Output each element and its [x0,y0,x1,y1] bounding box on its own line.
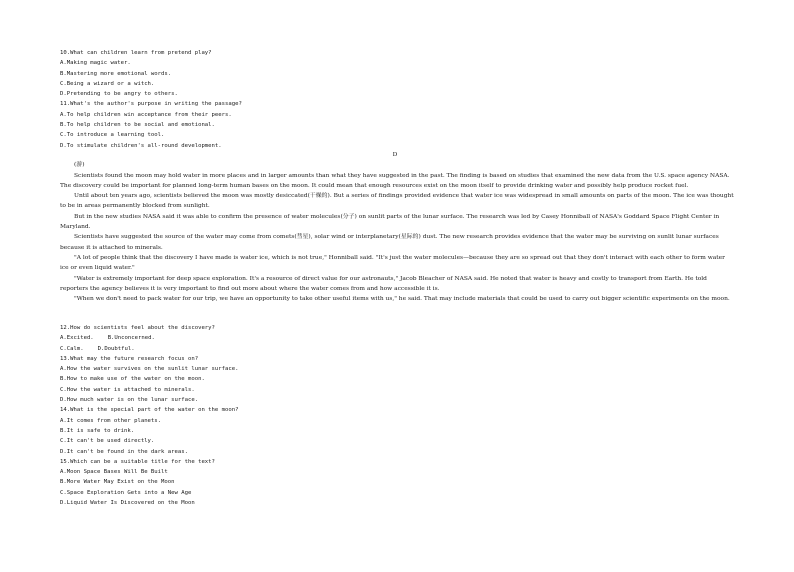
option: C.Calm. [60,345,84,352]
option: D.Pretending to be angry to others. [60,91,178,98]
question-10: 10.What can children learn from pretend play? [60,50,212,56]
section-note: (游) [74,162,85,169]
question-11: 11.What's the author's purpose in writing the passage? [60,101,242,108]
option: A.How the water survives on the sunlit lunar surface. [60,366,239,373]
question-14: 14.What is the special part of the water on the moon? [60,407,239,414]
option: B.How to make use of the water on the moon. [60,376,205,383]
passage-paragraph: "A lot of people think that the discovery I have made is water ice, which is not true," Honniball said. "It's just the water molecules—because they are so spread out that they don't interact with each other to form water ice or even liquid water." [60,254,725,272]
option: C.To introduce a learning tool. [60,132,165,139]
option: D.It can't be found in the dark areas. [60,448,188,455]
option: A.Excited. [60,335,94,342]
passage-paragraph: Scientists found the moon may hold water in more places and in larger amounts than what they have suggested in the past. The finding is based on studies that examined the new data from the U.S. space agency NASA. The discovery could be important for planned long-term human bases on the moon. It could mean that enough resources exist on the moon itself to provide drinking water and possibly help produce rocket fuel. [60,172,730,189]
option-row [60,333,750,343]
option: B.It is safe to drink. [60,427,135,434]
question-13: 13.What may the future research focus on? [60,355,199,362]
option: D.Liquid Water Is Discovered on the Moon [60,500,195,507]
passage-d [60,150,750,304]
question-12: 12.How do scientists feel about the discovery? [60,325,215,331]
option: C.Space Exploration Gets into a New Age [60,489,192,496]
option: C.Being a wizard or a witch. [60,80,155,87]
passage-paragraph: Until about ten years ago, scientists believed the moon was mostly desiccated(干燥的). But a series of findings provided evidence that water ice was widespread in small amounts on parts of the moon. The ice was thought to be in areas permanently blocked from sunlight. [60,193,734,210]
option: B.More Water May Exist on the Moon [60,479,175,486]
option: D.Doubtful. [97,345,135,352]
option: D.To stimulate children's all-round development. [60,142,222,149]
passage-paragraph: Scientists have suggested the source of the water may come from comets(彗星), solar wind or interplanetary(星际的) dust. The new research provides evidence that the water may be surviving on sunlit lunar surfaces because it is attached to minerals. [60,234,719,251]
option: A.Making magic water. [60,60,131,67]
option: A.It comes from other planets. [60,417,162,424]
questions-10-11 [60,48,750,151]
option: B.Mastering more emotional words. [60,70,172,77]
option: B.Unconcerned. [107,335,155,342]
option-row [60,344,750,354]
option: C.How the water is attached to minerals. [60,386,195,393]
option: A.To help children win acceptance from their peers. [60,111,232,118]
section-letter: D [392,152,398,158]
option: A.Moon Space Bases Will Be Built [60,469,168,476]
passage-paragraph: But in the new studies NASA said it was able to confirm the presence of water molecules(分子) on sunlit parts of the lunar surface. The research was led by Casey Honniball of NASA's Goddard Space Flight Center in Maryland. [60,213,720,231]
option: C.It can't be used directly. [60,438,155,445]
passage-paragraph: "Water is extremely important for deep space exploration. It's a resource of direct value for our astronauts," Jacob Bleacher of NASA said. He noted that water is heavy and costly to transport from Earth. He told reporters the agency believes it is very important to find out more about where the water comes from and how accessible it is. [60,275,707,292]
option: B.To help children to be social and emotional. [60,122,215,129]
question-15: 15.Which can be a suitable title for the text? [60,458,215,465]
passage-paragraph: "When we don't need to pack water for our trip, we have an opportunity to take other useful items with us," he said. That may include materials that could be used to carry out bigger scientific experiments on the moon. [74,296,730,303]
option: D.How much water is on the lunar surface. [60,397,199,404]
questions-12-15 [60,323,750,508]
